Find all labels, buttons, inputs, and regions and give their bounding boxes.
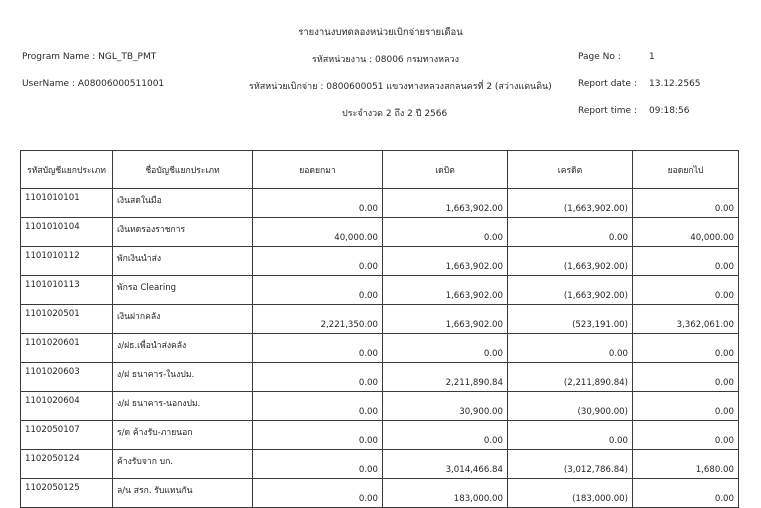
cell-opening-balance: 0.00	[253, 392, 383, 421]
col-header-closing-balance: ยอดยกไป	[633, 151, 739, 189]
trial-balance-table	[20, 150, 739, 508]
cell-closing-balance: 0.00	[633, 189, 739, 218]
cell-debit: 1,663,902.00	[383, 189, 508, 218]
cell-account-code: 1101020603	[21, 363, 113, 392]
cell-account-name: พักเงินนำส่ง	[113, 247, 253, 276]
cell-debit: 183,000.00	[383, 479, 508, 508]
cell-opening-balance: 0.00	[253, 421, 383, 450]
cell-opening-balance: 0.00	[253, 247, 383, 276]
cell-debit: 30,900.00	[383, 392, 508, 421]
cell-credit: (183,000.00)	[508, 479, 633, 508]
cell-account-code: 1101010112	[21, 247, 113, 276]
cell-account-code: 1102050107	[21, 421, 113, 450]
table-row	[21, 247, 739, 276]
table-row	[21, 189, 739, 218]
cell-credit: (30,900.00)	[508, 392, 633, 421]
col-header-opening-balance: ยอดยกมา	[253, 151, 383, 189]
col-header-account-code: รหัสบัญชีแยกประเภท	[21, 151, 113, 189]
cell-account-code: 1101010101	[21, 189, 113, 218]
table-header-row	[21, 151, 739, 189]
agency-code: รหัสหน่วยงาน : 08006 กรมทางหลวง	[312, 55, 460, 65]
cell-debit: 0.00	[383, 218, 508, 247]
report-time-value: 09:18:56	[649, 106, 690, 116]
cell-closing-balance: 0.00	[633, 421, 739, 450]
cell-credit: 0.00	[508, 218, 633, 247]
cell-account-code: 1101020501	[21, 305, 113, 334]
cell-account-name: เงินฝากคลัง	[113, 305, 253, 334]
report-date-label: Report date :	[578, 79, 637, 89]
cell-closing-balance: 0.00	[633, 479, 739, 508]
cell-credit: (3,012,786.84)	[508, 450, 633, 479]
page-number-label: Page No :	[578, 52, 621, 62]
cell-debit: 1,663,902.00	[383, 305, 508, 334]
col-header-credit: เครดิต	[508, 151, 633, 189]
cell-account-name: ค้างรับจาก บก.	[113, 450, 253, 479]
cell-credit: (1,663,902.00)	[508, 247, 633, 276]
cell-credit: 0.00	[508, 334, 633, 363]
cell-opening-balance: 0.00	[253, 189, 383, 218]
cell-account-name: พักรอ Clearing	[113, 276, 253, 305]
cell-account-code: 1102050124	[21, 450, 113, 479]
cell-opening-balance: 0.00	[253, 363, 383, 392]
cell-account-name: ง/ฝ ธนาคาร-ในงปม.	[113, 363, 253, 392]
cell-opening-balance: 0.00	[253, 479, 383, 508]
cell-closing-balance: 0.00	[633, 247, 739, 276]
program-name: Program Name : NGL_TB_PMT	[22, 52, 157, 62]
cell-opening-balance: 2,221,350.00	[253, 305, 383, 334]
cell-credit: 0.00	[508, 421, 633, 450]
cell-debit: 0.00	[383, 334, 508, 363]
cell-account-code: 1101010113	[21, 276, 113, 305]
page-number-value: 1	[649, 52, 655, 62]
cell-closing-balance: 0.00	[633, 334, 739, 363]
cell-debit: 3,014,466.84	[383, 450, 508, 479]
cell-account-name: เงินทดรองราชการ	[113, 218, 253, 247]
report-title: รายงานงบทดลองหน่วยเบิกจ่ายรายเดือน	[298, 27, 463, 38]
col-header-debit: เดบิต	[383, 151, 508, 189]
table-row	[21, 421, 739, 450]
cell-account-name: ง/ฝ ธนาคาร-นอกงปม.	[113, 392, 253, 421]
report-time-label: Report time :	[578, 106, 637, 116]
cell-opening-balance: 0.00	[253, 334, 383, 363]
disbursing-unit: รหัสหน่วยเบิกจ่าย : 0800600051 แขวงทางหลวงสกลนครที่ 2 (สว่างแดนดิน)	[249, 82, 552, 92]
cell-closing-balance: 0.00	[633, 276, 739, 305]
cell-account-name: ล/น สรก. รับแทนกัน	[113, 479, 253, 508]
cell-debit: 1,663,902.00	[383, 247, 508, 276]
table-row	[21, 305, 739, 334]
cell-closing-balance: 1,680.00	[633, 450, 739, 479]
cell-debit: 0.00	[383, 421, 508, 450]
table-row	[21, 450, 739, 479]
col-header-account-name: ชื่อบัญชีแยกประเภท	[113, 151, 253, 189]
report-period: ประจำงวด 2 ถึง 2 ปี 2566	[342, 109, 448, 119]
cell-credit: (523,191.00)	[508, 305, 633, 334]
cell-debit: 1,663,902.00	[383, 276, 508, 305]
cell-closing-balance: 3,362,061.00	[633, 305, 739, 334]
cell-credit: (1,663,902.00)	[508, 189, 633, 218]
cell-credit: (2,211,890.84)	[508, 363, 633, 392]
table-row	[21, 363, 739, 392]
cell-account-code: 1102050125	[21, 479, 113, 508]
cell-opening-balance: 0.00	[253, 276, 383, 305]
cell-account-code: 1101010104	[21, 218, 113, 247]
username: UserName : A08006000511001	[22, 79, 165, 89]
cell-account-name: ร/ด ค้างรับ-ภายนอก	[113, 421, 253, 450]
cell-account-code: 1101020604	[21, 392, 113, 421]
table-row	[21, 276, 739, 305]
report-date-value: 13.12.2565	[649, 79, 701, 89]
cell-closing-balance: 0.00	[633, 363, 739, 392]
cell-debit: 2,211,890.84	[383, 363, 508, 392]
cell-account-name: ง/ฝธ.เพื่อนำส่งคลัง	[113, 334, 253, 363]
cell-opening-balance: 40,000.00	[253, 218, 383, 247]
table-row	[21, 479, 739, 508]
cell-closing-balance: 0.00	[633, 392, 739, 421]
table-row	[21, 334, 739, 363]
cell-opening-balance: 0.00	[253, 450, 383, 479]
cell-account-code: 1101020601	[21, 334, 113, 363]
table-row	[21, 218, 739, 247]
table-row	[21, 392, 739, 421]
cell-account-name: เงินสดในมือ	[113, 189, 253, 218]
cell-credit: (1,663,902.00)	[508, 276, 633, 305]
cell-closing-balance: 40,000.00	[633, 218, 739, 247]
